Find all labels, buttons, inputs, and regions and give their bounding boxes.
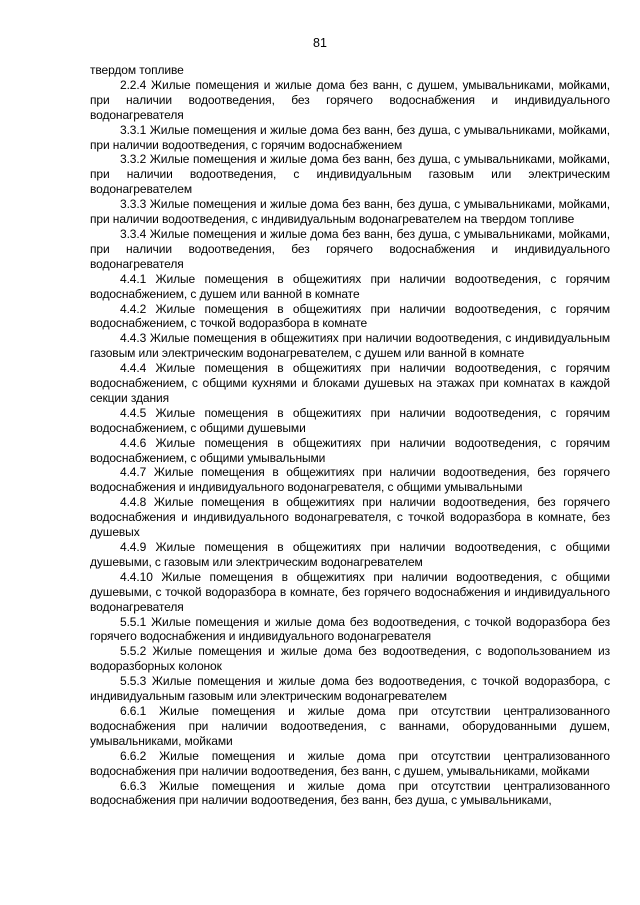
list-item: 6.6.2 Жилые помещения и жилые дома при отсутствии централизованного водоснабжения при наличии водоотведения, без ванн, с душем, умывальниками, мойками [90, 748, 610, 778]
list-item: 5.5.1 Жилые помещения и жилые дома без водоотведения, с точкой водоразбора без горячего водоснабжения и индивидуального водонагревателя [90, 614, 610, 644]
list-item: 4.4.2 Жилые помещения в общежитиях при наличии водоотведения, с горячим водоснабжением, с точкой водоразбора в комнате [90, 301, 610, 331]
list-item: 3.3.3 Жилые помещения и жилые дома без ванн, без душа, с умывальниками, мойками, при наличии водоотведения, с индивидуальным водонагревателем на твердом топливе [90, 197, 610, 227]
list-item: 4.4.6 Жилые помещения в общежитиях при наличии водоотведения, с горячим водоснабжением, с общими умывальными [90, 435, 610, 465]
list-item: 3.3.1 Жилые помещения и жилые дома без ванн, без душа, с умывальниками, мойками, при наличии водоотведения, с горячим водоснабжением [90, 122, 610, 152]
list-item: 6.6.1 Жилые помещения и жилые дома при отсутствии централизованного водоснабжения при наличии водоотведения, с ваннами, оборудованными душем, умывальниками, мойками [90, 703, 610, 748]
list-item: 3.3.2 Жилые помещения и жилые дома без ванн, без душа, с умывальниками, мойками, при наличии водоотведения, с индивидуальным газовым или электрическим водонагревателем [90, 152, 610, 197]
list-item: 5.5.2 Жилые помещения и жилые дома без водоотведения, с водопользованием из водоразборных колонок [90, 644, 610, 674]
list-item: 2.2.4 Жилые помещения и жилые дома без ванн, с душем, умывальниками, мойками, при наличии водоотведения, без горячего водоснабжения и индивидуального водонагревателя [90, 77, 610, 122]
list-item: 4.4.4 Жилые помещения в общежитиях при наличии водоотведения, с горячим водоснабжением, с общими кухнями и блоками душевых на этажах при комнатах в каждой секции здания [90, 361, 610, 405]
list-item: 4.4.5 Жилые помещения в общежитиях при наличии водоотведения, с горячим водоснабжением, с общими душевыми [90, 405, 610, 435]
list-item: 4.4.3 Жилые помещения в общежитиях при наличии водоотведения, с индивидуальным газовым или электрическим водонагревателем, с душем или ванной в комнате [90, 331, 610, 361]
list-item: 3.3.4 Жилые помещения и жилые дома без ванн, без душа, с умывальниками, мойками, при наличии водоотведения, без горячего водоснабжения и индивидуального водонагревателя [90, 226, 610, 271]
list-item: 5.5.3 Жилые помещения и жилые дома без водоотведения, с точкой водоразбора, с индивидуальным газовым или электрическим водонагревателем [90, 674, 610, 704]
list-item: 4.4.7 Жилые помещения в общежитиях при наличии водоотведения, без горячего водоснабжения и индивидуального водонагревателя, с общими умывальными [90, 465, 610, 495]
continuation-text: твердом топливе [90, 63, 184, 77]
list-item: 6.6.3 Жилые помещения и жилые дома при отсутствии централизованного водоснабжения при наличии водоотведения, без ванн, без душа, с умывальниками, [90, 778, 610, 808]
list-item: 4.4.9 Жилые помещения в общежитиях при наличии водоотведения, с общими душевыми, с газовым или электрическим водонагревателем [90, 540, 610, 569]
document-body [90, 63, 610, 808]
list-item: 4.4.8 Жилые помещения в общежитиях при наличии водоотведения, без горячего водоснабжения и индивидуального водонагревателя, с точкой водоразбора в комнате, без душевых [90, 495, 610, 540]
page-number: 81 [313, 36, 327, 50]
list-item: 4.4.10 Жилые помещения в общежитиях при наличии водоотведения, с общими душевыми, с точкой водоразбора в комнате, без горячего водоснабжения и индивидуального водонагревателя [90, 569, 610, 614]
list-item: 4.4.1 Жилые помещения в общежитиях при наличии водоотведения, с горячим водоснабжением, с душем или ванной в комнате [90, 271, 610, 301]
